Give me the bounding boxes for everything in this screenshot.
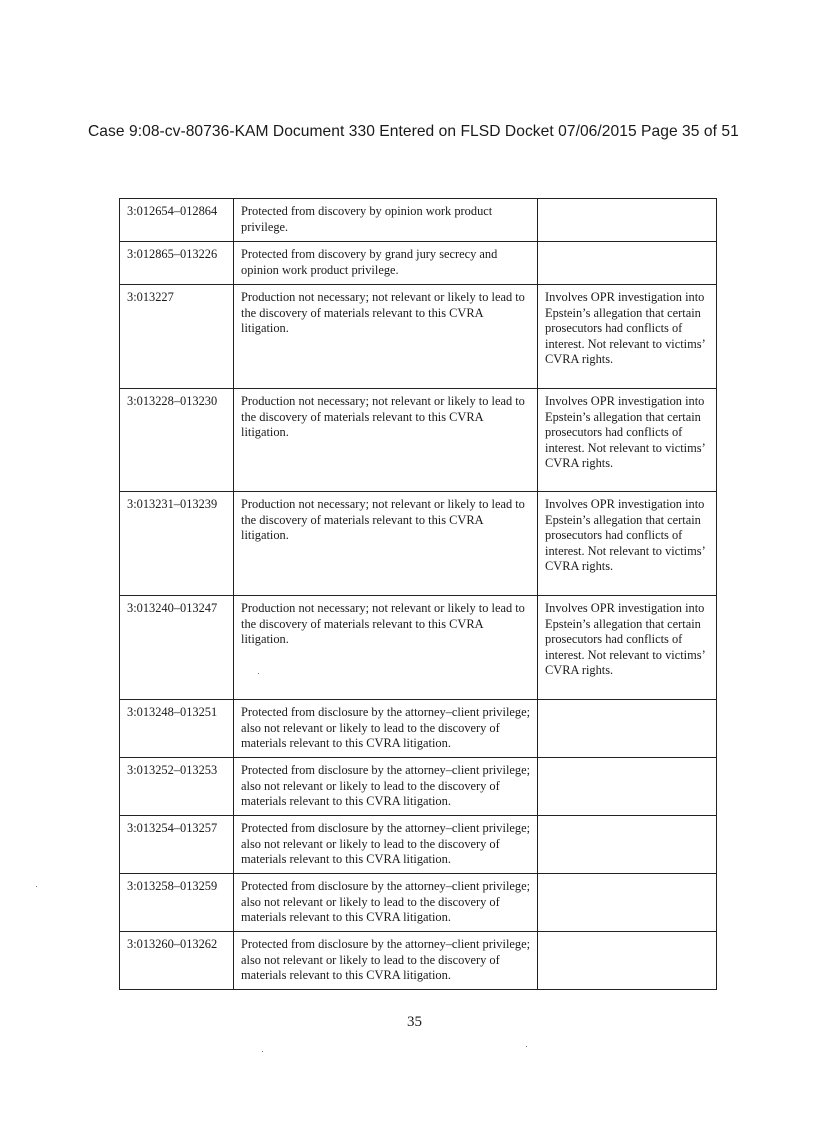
table-row xyxy=(120,816,717,874)
table-row xyxy=(120,285,717,389)
bates-range: 3:013258–013259 xyxy=(120,874,234,932)
privilege-basis: Production not necessary; not relevant or likely to lead to the discovery of materials relevant to this CVRA litigation. xyxy=(234,285,538,389)
table-row xyxy=(120,199,717,242)
privilege-basis: Production not necessary; not relevant or likely to lead to the discovery of materials relevant to this CVRA litigation. xyxy=(234,389,538,492)
note xyxy=(538,700,717,758)
note xyxy=(538,242,717,285)
scan-speck xyxy=(262,1051,263,1052)
bates-range: 3:012865–013226 xyxy=(120,242,234,285)
privilege-log-table xyxy=(119,198,717,990)
privilege-basis: Protected from disclosure by the attorney–client privilege; also not relevant or likely to lead to the discovery of materials relevant to this CVRA litigation. xyxy=(234,700,538,758)
privilege-basis: Protected from discovery by grand jury secrecy and opinion work product privilege. xyxy=(234,242,538,285)
table-row xyxy=(120,932,717,990)
bates-range: 3:013228–013230 xyxy=(120,389,234,492)
table-row xyxy=(120,700,717,758)
note: Involves OPR investigation into Epstein’s allegation that certain prosecutors had conflicts of interest. Not relevant to victims’ CVRA rights. xyxy=(538,492,717,596)
table-row xyxy=(120,492,717,596)
bates-range: 3:013248–013251 xyxy=(120,700,234,758)
privilege-basis: Protected from discovery by opinion work product privilege. xyxy=(234,199,538,242)
privilege-basis: Protected from disclosure by the attorney–client privilege; also not relevant or likely to lead to the discovery of materials relevant to this CVRA litigation. xyxy=(234,874,538,932)
privilege-basis: Production not necessary; not relevant or likely to lead to the discovery of materials relevant to this CVRA litigation. xyxy=(234,492,538,596)
note xyxy=(538,932,717,990)
table-row xyxy=(120,242,717,285)
note xyxy=(538,874,717,932)
note xyxy=(538,199,717,242)
bates-range: 3:013254–013257 xyxy=(120,816,234,874)
bates-range: 3:013260–013262 xyxy=(120,932,234,990)
bates-range: 3:013252–013253 xyxy=(120,758,234,816)
privilege-basis: Production not necessary; not relevant or likely to lead to the discovery of materials relevant to this CVRA litigation. xyxy=(234,596,538,700)
note: Involves OPR investigation into Epstein’s allegation that certain prosecutors had conflicts of interest. Not relevant to victims’ CVRA rights. xyxy=(538,389,717,492)
note xyxy=(538,816,717,874)
table-row xyxy=(120,758,717,816)
scan-speck xyxy=(36,886,37,887)
privilege-basis: Protected from disclosure by the attorney–client privilege; also not relevant or likely to lead to the discovery of materials relevant to this CVRA litigation. xyxy=(234,816,538,874)
page-number: 35 xyxy=(407,1014,422,1030)
table-row xyxy=(120,874,717,932)
table-row xyxy=(120,389,717,492)
scan-speck xyxy=(526,1046,527,1047)
scan-speck xyxy=(258,673,259,674)
table-row xyxy=(120,596,717,700)
case-header: Case 9:08-cv-80736-KAM Document 330 Entered on FLSD Docket 07/06/2015 Page 35 of 51 xyxy=(88,123,739,140)
bates-range: 3:013240–013247 xyxy=(120,596,234,700)
privilege-basis: Protected from disclosure by the attorney–client privilege; also not relevant or likely to lead to the discovery of materials relevant to this CVRA litigation. xyxy=(234,932,538,990)
note: Involves OPR investigation into Epstein’s allegation that certain prosecutors had conflicts of interest. Not relevant to victims’ CVRA rights. xyxy=(538,596,717,700)
bates-range: 3:012654–012864 xyxy=(120,199,234,242)
bates-range: 3:013231–013239 xyxy=(120,492,234,596)
bates-range: 3:013227 xyxy=(120,285,234,389)
note xyxy=(538,758,717,816)
note: Involves OPR investigation into Epstein’s allegation that certain prosecutors had conflicts of interest. Not relevant to victims’ CVRA rights. xyxy=(538,285,717,389)
privilege-basis: Protected from disclosure by the attorney–client privilege; also not relevant or likely to lead to the discovery of materials relevant to this CVRA litigation. xyxy=(234,758,538,816)
